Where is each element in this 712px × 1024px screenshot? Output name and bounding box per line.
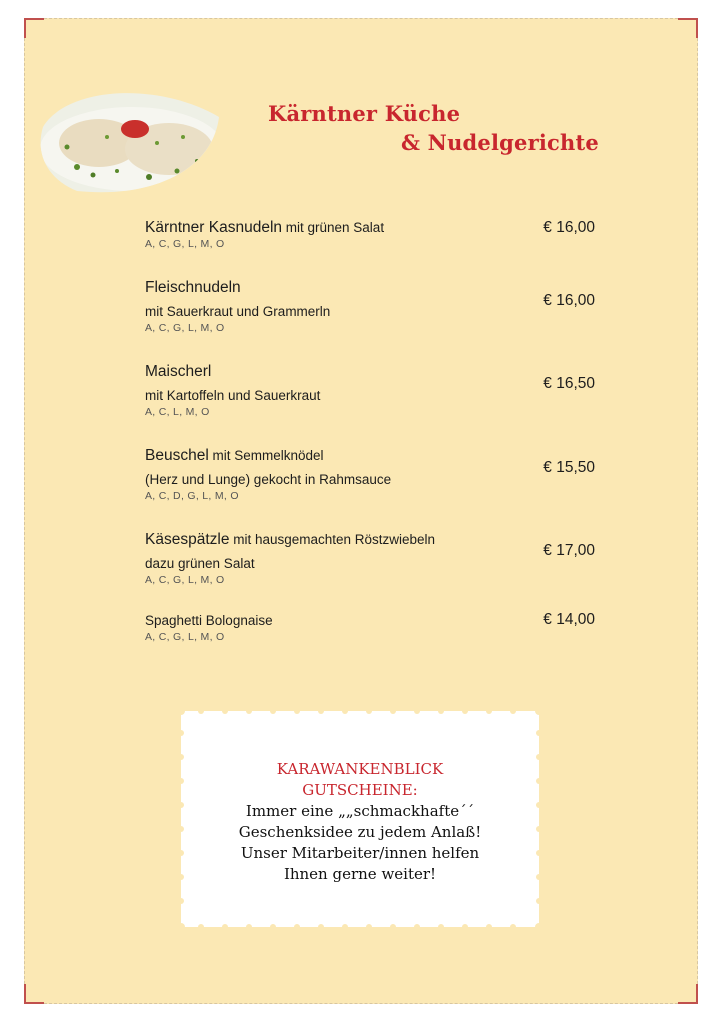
menu-item: [145, 363, 595, 418]
menu-item: [145, 279, 595, 334]
page-title-line1: Kärntner Küche: [268, 101, 461, 126]
dish-price: € 16,00: [543, 219, 595, 236]
menu-page: [24, 18, 698, 1004]
dish-price: € 15,50: [543, 459, 595, 476]
corner-ornament: [678, 18, 698, 38]
dish-name: Käsespätzle: [145, 531, 230, 548]
dish-photo: [37, 87, 227, 197]
voucher-text: [181, 759, 539, 885]
dish-price: € 17,00: [543, 542, 595, 559]
voucher-line: Geschenksidee zu jedem Anlaß!: [238, 823, 482, 841]
dish-name: Kärntner Kasnudeln: [145, 219, 283, 236]
dish-description-line2: dazu grünen Salat: [145, 556, 255, 571]
voucher-line: Ihnen gerne weiter!: [283, 865, 437, 883]
dish-description: mit hausgemachten Röstzwiebeln: [229, 532, 436, 547]
dish-price: € 16,00: [543, 292, 595, 309]
corner-ornament: [24, 984, 44, 1004]
allergen-codes: A, C, G, L, M, O: [145, 574, 225, 586]
allergen-codes: A, C, L, M, O: [145, 406, 210, 418]
dish-description: mit Kartoffeln und Sauerkraut: [145, 388, 321, 403]
voucher-line: Immer eine „„schmackhafte´´: [245, 802, 475, 820]
voucher-box: [181, 711, 539, 927]
voucher-line: Unser Mitarbeiter/innen helfen: [240, 844, 480, 862]
menu-item: [145, 612, 595, 643]
menu-item: [145, 219, 595, 250]
voucher-heading: KARAWANKENBLICK: [276, 760, 444, 778]
dish-price: € 14,00: [543, 611, 595, 628]
allergen-codes: A, C, D, G, L, M, O: [145, 490, 239, 502]
page-title-line2: & Nudelgerichte: [401, 130, 599, 155]
dish-description: mit grünen Salat: [282, 220, 385, 235]
allergen-codes: A, C, G, L, M, O: [145, 631, 225, 643]
dish-description-line2: (Herz und Lunge) gekocht in Rahmsauce: [145, 472, 392, 487]
dish-description: mit Sauerkraut und Grammerln: [145, 304, 331, 319]
dish-price: € 16,50: [543, 375, 595, 392]
dish-name: Fleischnudeln: [145, 279, 241, 296]
corner-ornament: [24, 18, 44, 38]
menu-item: [145, 447, 595, 502]
dish-name: Maischerl: [145, 363, 212, 380]
dish-name: Spaghetti Bolognaise: [145, 613, 273, 628]
allergen-codes: A, C, G, L, M, O: [145, 238, 225, 250]
dish-description: mit Semmelknödel: [208, 448, 324, 463]
corner-ornament: [678, 984, 698, 1004]
voucher-subheading: GUTSCHEINE:: [302, 781, 418, 799]
menu-item: [145, 531, 595, 586]
dish-name: Beuschel: [145, 447, 209, 464]
allergen-codes: A, C, G, L, M, O: [145, 322, 225, 334]
